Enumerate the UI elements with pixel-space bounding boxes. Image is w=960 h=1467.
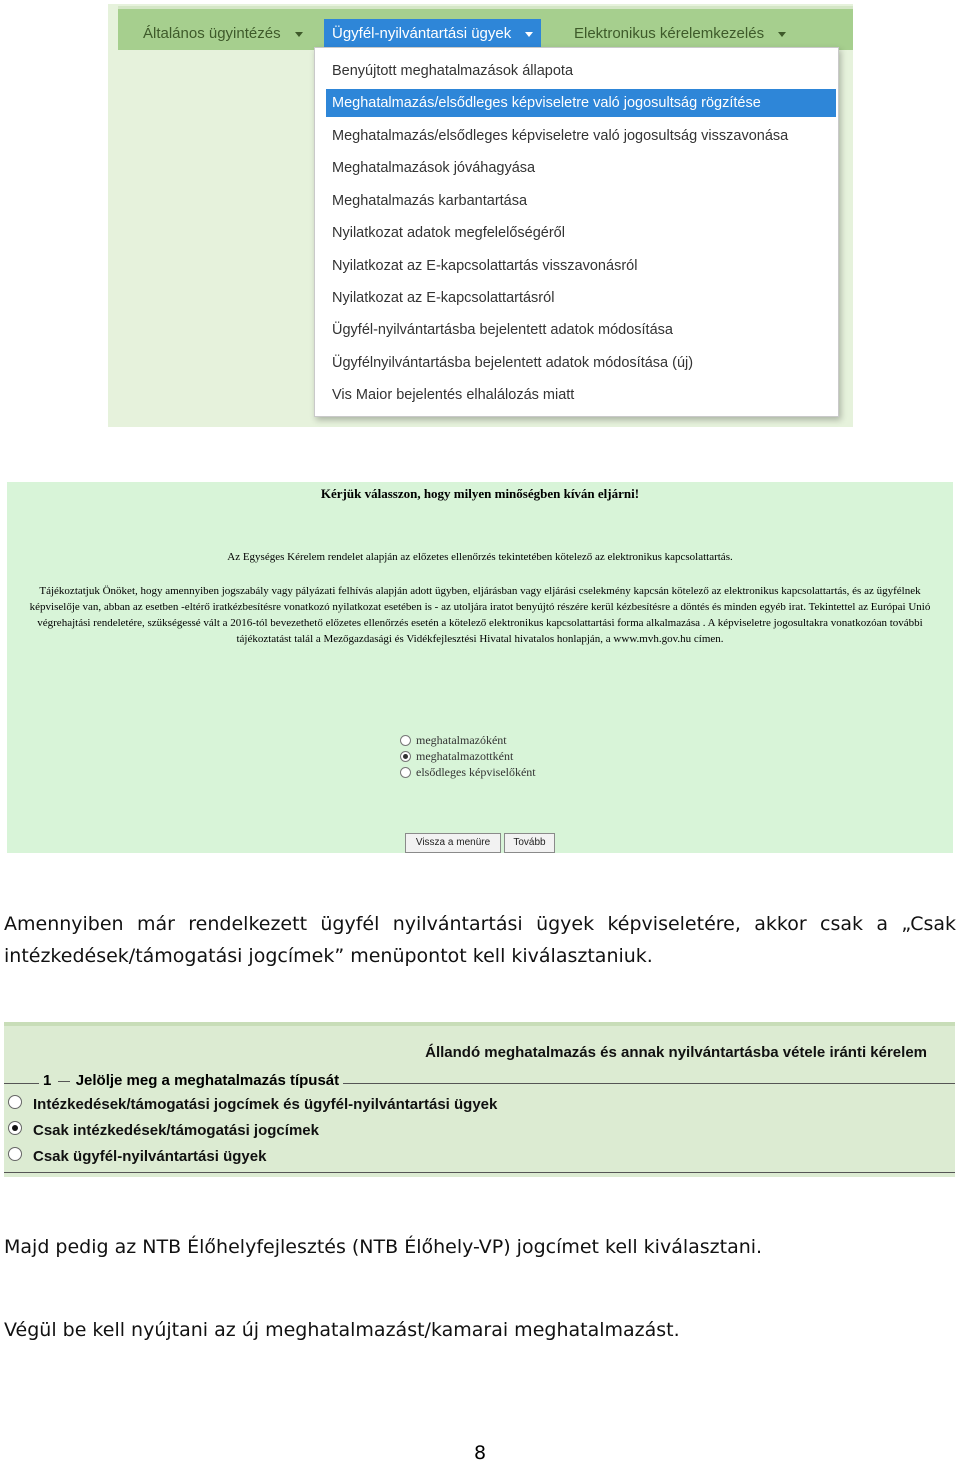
radio-button[interactable]	[400, 735, 411, 746]
chevron-down-icon	[525, 32, 533, 37]
role-selection-screenshot	[7, 482, 953, 853]
auth-type-label: Intézkedések/támogatási jogcímek és ügyfél-nyilvántartási ügyek	[33, 1096, 498, 1113]
nav-client-registry[interactable]	[324, 19, 541, 49]
nav-client-registry-label: Ügyfél-nyilvántartási ügyek	[332, 25, 512, 42]
menu-item[interactable]: Nyilatkozat az E-kapcsolattartás visszavonásról	[332, 258, 638, 274]
next-button[interactable]: Tovább	[504, 833, 555, 853]
form-title: Állandó meghatalmazás és annak nyilvántartásba vétele iránti kérelem	[425, 1044, 927, 1061]
radio-button[interactable]	[8, 1095, 22, 1109]
role-option-label: meghatalmazóként	[416, 733, 507, 747]
menu-item[interactable]: Vis Maior bejelentés elhalálozás miatt	[332, 387, 575, 403]
info-text: Tájékoztatjuk Önöket, hogy amennyiben jogszabály vagy pályázati felhívás alapján adott ügyben, eljárásban vagy eljárási cselekmény kapcsán kötelező az elektronikus kapcsolattartás, és az ügyfélnek képviselője van, abban az esetben -eltérő iratkézbesítésre vonatkozó nyilatkozat esetében is - az utoljára iratot benyújtó részére kerül kézbesítésre a döntés és minden egyéb irat. Tekintettel az Európai Unió végrehajtási rendeletére, szükségessé vált a 2016-tól bevezethető előzetes ellenőrzés esetén a kötelező elektronikus kapcsolattartási forma alkalmazása . A képviseletre jogosultakra vonatkozóan további tájékoztatást talál a Mezőgazdasági és Vidékfejlesztési Hivatal hivatalos honlapján, a www.mvh.gov.hu címen.	[29, 585, 931, 645]
menu-item[interactable]: Meghatalmazás karbantartása	[332, 193, 528, 209]
paragraph-instruction-1: Amennyiben már rendelkezett ügyfél nyilvántartási ügyek képviseletére, akkor csak a „Csak intézkedések/támogatási jogcímek” menüpontot kell kiválasztaniuk.	[4, 913, 956, 967]
chevron-down-icon	[778, 32, 786, 37]
auth-type-label: Csak intézkedések/támogatási jogcímek	[33, 1122, 319, 1139]
paragraph-instruction-3: Végül be kell nyújtani az új meghatalmazást/kamarai meghatalmazást.	[4, 1319, 680, 1341]
notice-text: Az Egységes Kérelem rendelet alapján az előzetes ellenőrzés tekintetében kötelező az elektronikus kapcsolattartás.	[227, 551, 733, 563]
radio-button[interactable]	[400, 767, 411, 778]
nav-electronic-requests[interactable]	[566, 19, 794, 49]
menu-item[interactable]: Benyújtott meghatalmazások állapota	[332, 63, 574, 79]
role-option[interactable]	[400, 733, 507, 749]
menu-screenshot	[108, 4, 853, 427]
menu-item[interactable]: Meghatalmazás/elsődleges képviseletre való jogosultság visszavonása	[332, 128, 789, 144]
menu-item[interactable]: Nyilatkozat adatok megfelelőségéről	[332, 225, 565, 241]
divider	[4, 1172, 955, 1173]
authorization-type-screenshot	[4, 1022, 955, 1177]
menu-item[interactable]: Ügyfél-nyilvántartásba bejelentett adatok módosítása	[332, 322, 673, 338]
divider	[58, 1081, 70, 1082]
form-title: Kérjük válasszon, hogy milyen minőségben kíván eljárni!	[320, 486, 640, 501]
page-number: 8	[473, 1442, 487, 1464]
role-option-label: meghatalmazottként	[416, 749, 514, 763]
radio-button-checked[interactable]	[8, 1121, 22, 1135]
radio-button[interactable]	[8, 1147, 22, 1161]
role-option-label: elsődleges képviselőként	[416, 765, 536, 779]
top-nav-bar	[118, 6, 853, 50]
role-option-selected[interactable]	[400, 749, 513, 765]
back-to-menu-button[interactable]: Vissza a menüre	[405, 833, 501, 853]
role-option[interactable]	[400, 765, 536, 781]
section-legend	[39, 1072, 343, 1089]
nav-general[interactable]	[135, 19, 311, 49]
auth-type-option[interactable]	[8, 1096, 497, 1113]
radio-button-checked[interactable]	[400, 751, 411, 762]
menu-item[interactable]: Meghatalmazások jóváhagyása	[332, 160, 536, 176]
dropdown-menu	[314, 47, 839, 417]
auth-type-option-selected[interactable]	[8, 1122, 319, 1139]
nav-general-label: Általános ügyintézés	[143, 25, 281, 42]
section-number: 1	[43, 1072, 52, 1089]
menu-item[interactable]: Ügyfélnyilvántartásba bejelentett adatok módosítása (új)	[332, 355, 694, 371]
auth-type-label: Csak ügyfél-nyilvántartási ügyek	[33, 1148, 267, 1165]
auth-type-option[interactable]	[8, 1148, 266, 1165]
menu-item-selected[interactable]: Meghatalmazás/elsődleges képviseletre való jogosultság rögzítése	[326, 89, 836, 117]
paragraph-instruction-2: Majd pedig az NTB Élőhelyfejlesztés (NTB Élőhely-VP) jogcímet kell kiválasztani.	[4, 1236, 763, 1258]
section-label: Jelölje meg a meghatalmazás típusát	[75, 1072, 340, 1089]
nav-electronic-requests-label: Elektronikus kérelemkezelés	[574, 25, 765, 42]
menu-item[interactable]: Nyilatkozat az E-kapcsolattartásról	[332, 290, 555, 306]
chevron-down-icon	[295, 32, 303, 37]
